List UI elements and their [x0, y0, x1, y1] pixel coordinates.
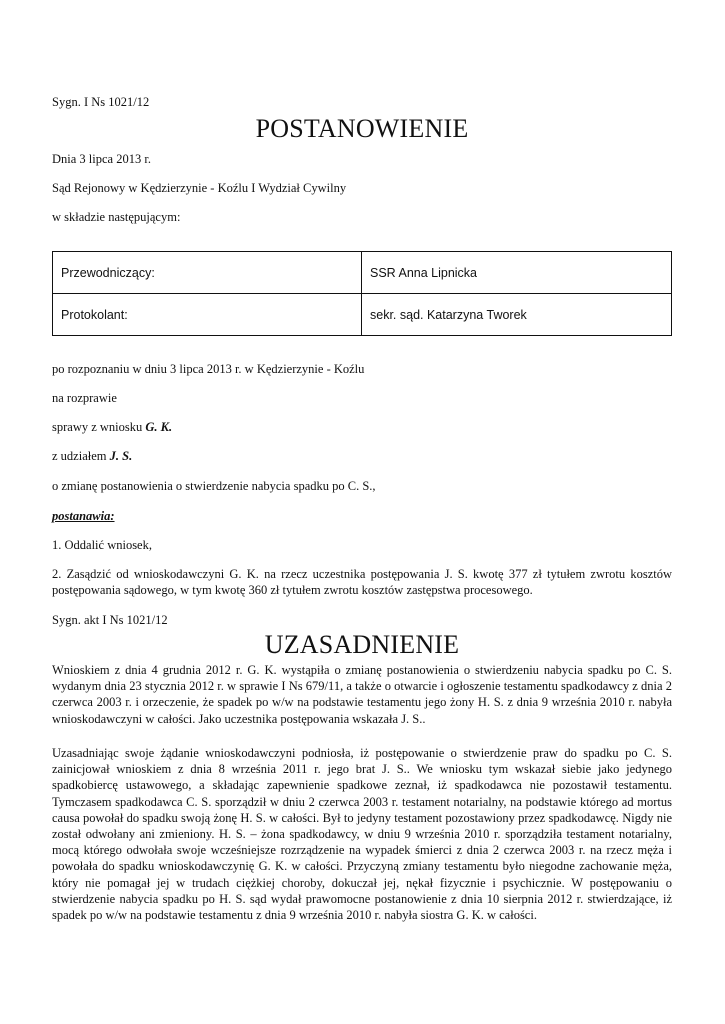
- table-row: [53, 294, 672, 336]
- document-title: POSTANOWIENIE: [255, 114, 469, 143]
- ruling-heading: postanawia:: [52, 509, 115, 523]
- panel-member: SSR Anna Lipnicka: [362, 252, 672, 294]
- ruling-item: 2. Zasądzić od wnioskodawczyni G. K. na rzecz uczestnika postępowania J. S. kwotę 377 zł tytułem zwrotu kosztów postępowania sądowego, w tym kwotę 360 zł tytułem zwrotu kosztów zastępstwa procesowego.: [52, 567, 672, 597]
- case-applicant-line: [52, 419, 172, 435]
- court-panel-table: [52, 251, 672, 336]
- panel-role: Przewodniczący:: [53, 252, 362, 294]
- table-row: [53, 252, 672, 294]
- justification-title: UZASADNIENIE: [264, 630, 460, 659]
- ruling-date: Dnia 3 lipca 2013 r.: [52, 152, 151, 166]
- hearing-type: na rozprawie: [52, 391, 117, 405]
- case-subject: o zmianę postanowienia o stwierdzenie nabycia spadku po C. S.,: [52, 479, 376, 493]
- court-name: Sąd Rejonowy w Kędzierzynie - Koźlu I Wydział Cywilny: [52, 181, 347, 195]
- case-signature: Sygn. I Ns 1021/12: [52, 95, 150, 109]
- composition-intro: w składzie następującym:: [52, 210, 181, 224]
- ruling-item: 1. Oddalić wniosek,: [52, 538, 152, 552]
- case-participant-line: [52, 448, 132, 464]
- justification-paragraph: Wnioskiem z dnia 4 grudnia 2012 r. G. K. wystąpiła o zmianę postanowienia o stwierdzeniu nabycia spadku po C. S. wydanym dnia 23 stycznia 2012 r. w sprawie I Ns 679/11, a także o otwarcie i ogłoszenie testamentu spadkodawcy z dnia 2 czerwca 2003 r. i orzeczenie, że spadek po w/w na podstawie testamentu jego żony H. S. z dnia 9 września 2010 r. nabyła wnioskodawczyni w całości. Jako uczestnika postępowania wskazała J. S..: [52, 663, 672, 726]
- justification-paragraph: Uzasadniając swoje żądanie wnioskodawczyni podniosła, iż postępowanie o stwierdzenie praw do spadku po C. S. zainicjował wnioskiem z dnia 8 września 2011 r. jego brat J. S.. We wniosku tym wskazał siebie jako jedynego spadkobiercę ustawowego, a składając zapewnienie spadkowe zeznał, iż spadkodawca nie pozostawił testamentu. Tymczasem spadkodawca C. S. sporządził w dniu 2 czerwca 2003 r. testament notarialny, na podstawie którego ad mortus causa powołał do spadku swoją żonę H. S. w całości. Był to jedyny testament pozostawiony przez spadkodawcę. Nigdy nie został odwołany ani zmieniony. H. S. – żona spadkodawcy, w dniu 9 września 2010 r. sporządziła testament notarialny, mocą którego odwołała swoje wcześniejsze rozrządzenie na wypadek śmierci z dnia 2 czerwca 2003 r. na rzecz męża i powołała do spadku wnioskodawczynię G. K. w całości. Przyczyną zmiany testamentu było niegodne zachowanie męża, który nie pomagał jej w trudach ciężkiej choroby, dokuczał jej, nękał fizycznie i psychicznie. W postępowaniu o stwierdzenie nabycia spadku po H. S. sąd wydał prawomocne postanowienie z dnia 10 sierpnia 2012 r. stwierdzające, iż spadek po w/w na podstawie testamentu z dnia 9 września 2010 r. nabyła siostra G. K. w całości.: [52, 746, 672, 923]
- participant-prefix: z udziałem: [52, 449, 110, 463]
- applicant-name: G. K.: [145, 420, 173, 434]
- participant-name: J. S.: [109, 449, 133, 463]
- justification-signature: Sygn. akt I Ns 1021/12: [52, 613, 168, 627]
- hearing-line: po rozpoznaniu w dniu 3 lipca 2013 r. w Kędzierzynie - Koźlu: [52, 362, 365, 376]
- case-prefix: sprawy z wniosku: [52, 420, 146, 434]
- panel-role: Protokolant:: [53, 294, 362, 336]
- panel-member: sekr. sąd. Katarzyna Tworek: [362, 294, 672, 336]
